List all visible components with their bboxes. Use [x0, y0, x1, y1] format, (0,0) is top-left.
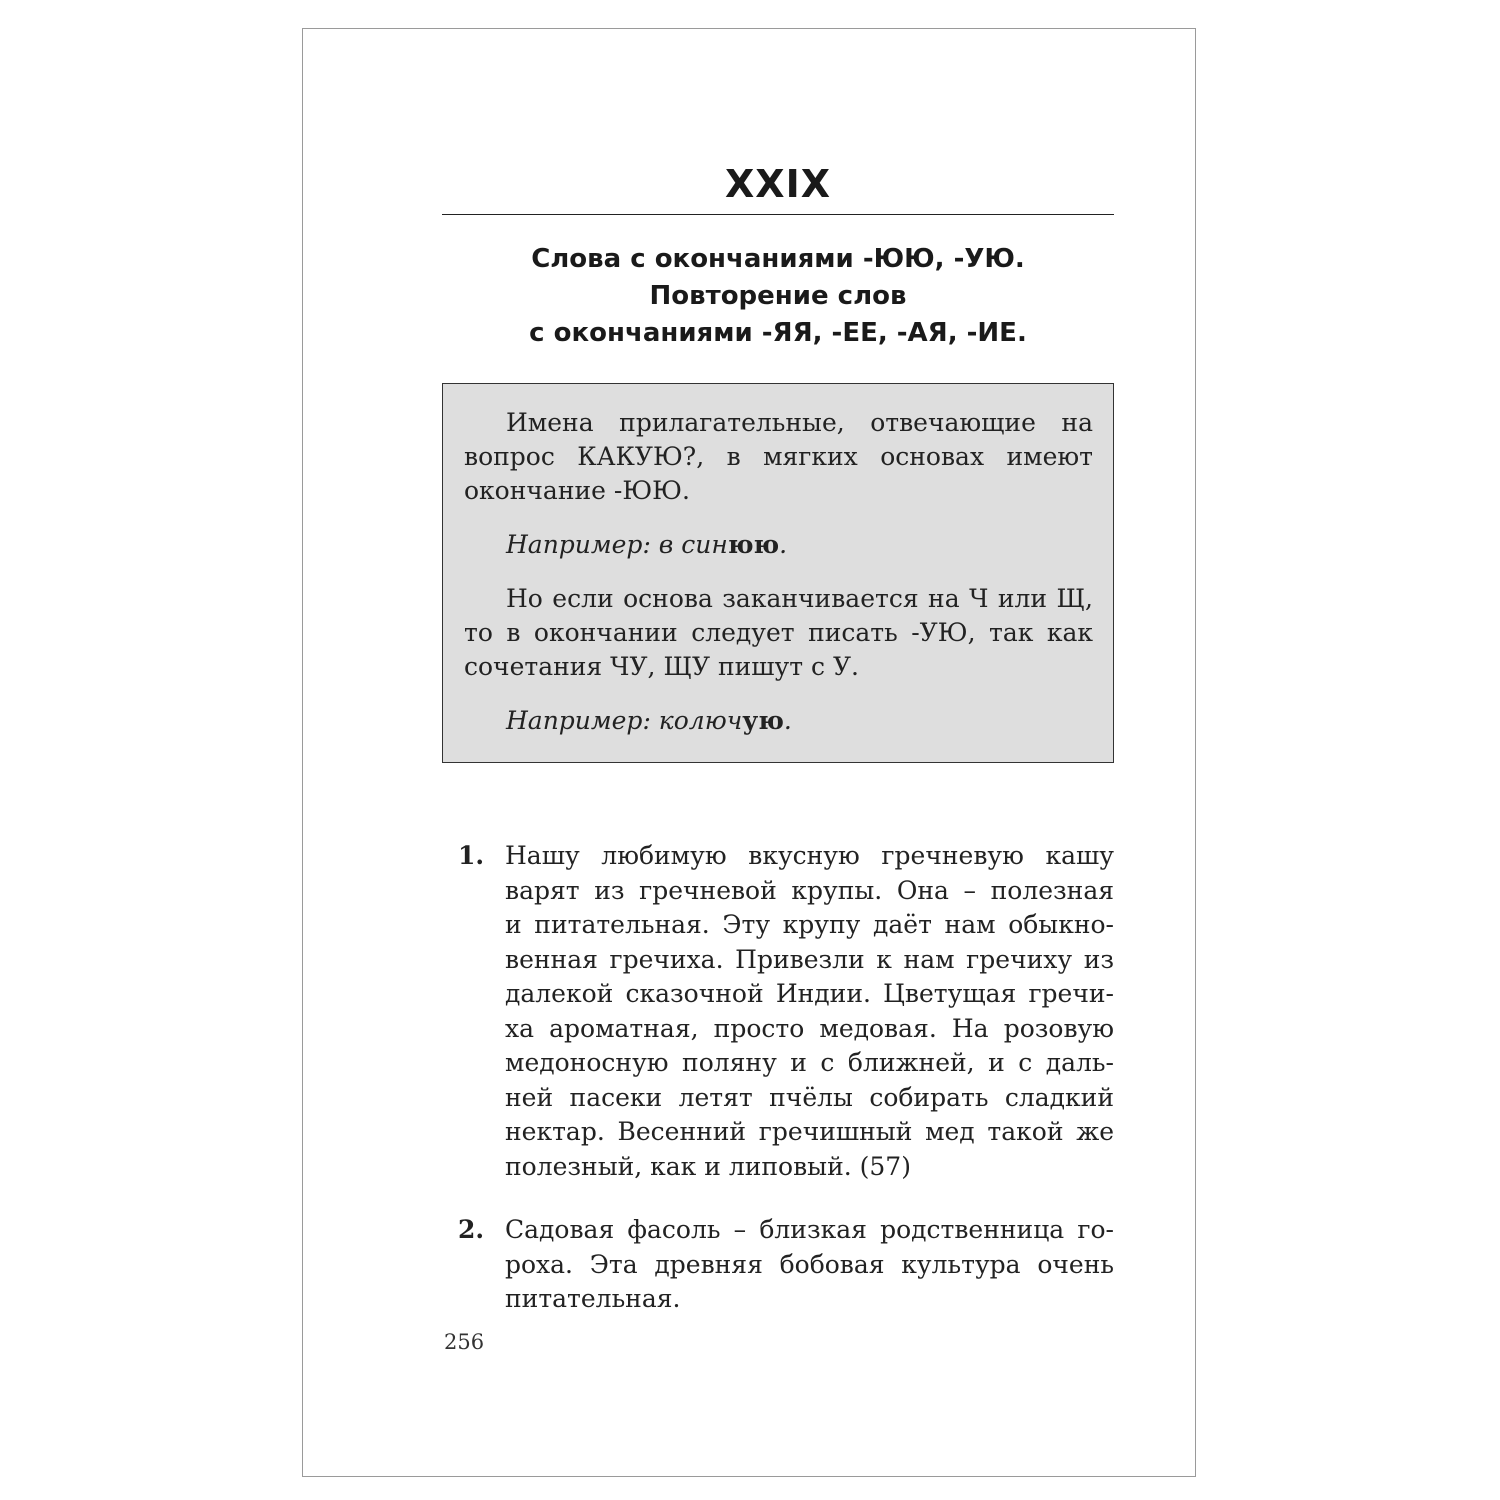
exercise-text	[505, 1213, 1114, 1317]
exercise-line: роха. Эта древняя бобовая культура очень	[505, 1249, 1114, 1279]
example-punct: .	[779, 530, 788, 559]
grammar-rule-box	[442, 383, 1114, 763]
exercise-number: 1.	[458, 841, 485, 870]
section-title-line: с окончаниями -ЯЯ, -ЕЕ, -АЯ, -ИЕ.	[529, 318, 1027, 348]
exercise-line: и питательная. Эту крупу даёт нам обыкно-	[505, 910, 1114, 939]
exercise-line: питательная.	[505, 1284, 681, 1313]
rule-paragraph: Имена прилагательные, отвечающие на вопрос КАКУЮ?, в мягких основах имеют окончание -ЮЮ.	[464, 408, 1093, 505]
example-text: Например: колюч	[506, 706, 743, 735]
exercise-line: варят из гречневой крупы. Она – полезная	[505, 875, 1114, 905]
exercise-2	[458, 1213, 1114, 1317]
example-ending: юю	[727, 530, 780, 559]
exercise-line: нектар. Весенний гречишный мед такой же	[505, 1117, 1114, 1146]
exercise-number: 2.	[458, 1215, 485, 1244]
section-title-line: Слова с окончаниями -ЮЮ, -УЮ.	[531, 244, 1025, 274]
section-title-line: Повторение слов	[649, 281, 907, 311]
chapter-number: XXIX	[724, 162, 832, 206]
example-punct: .	[783, 706, 792, 735]
exercise-1	[458, 839, 1114, 1184]
rule-example	[464, 704, 1093, 738]
rule-paragraph: Но если основа заканчивается на Ч или Щ, то в окончании следует писать -УЮ, так как сочетания ЧУ, ЩУ пишут с У.	[464, 584, 1093, 681]
example-ending: ую	[742, 706, 784, 735]
example-text: Например: в син	[506, 530, 728, 559]
exercise-line: венная гречиха. Привезли к нам гречиху из	[505, 944, 1114, 974]
exercise-line: медоносную поляну и с ближней, и с даль-	[505, 1048, 1114, 1077]
exercise-line: далекой сказочной Индии. Цветущая гречи-	[505, 979, 1114, 1008]
rule-example	[464, 528, 1093, 562]
chapter-divider	[442, 214, 1114, 215]
exercise-line: ха ароматная, просто медовая. На розовую	[505, 1013, 1114, 1043]
exercise-line: Нашу любимую вкусную гречневую кашу	[505, 841, 1114, 870]
exercise-line: полезный, как и липовый. (57)	[505, 1151, 911, 1181]
exercise-line: Садовая фасоль – близкая родственница го-	[505, 1215, 1114, 1244]
page-number: 256	[444, 1330, 485, 1354]
exercise-text	[505, 839, 1114, 1184]
section-title	[442, 241, 1114, 352]
exercise-line: ней пасеки летят пчёлы собирать сладкий	[505, 1082, 1114, 1112]
